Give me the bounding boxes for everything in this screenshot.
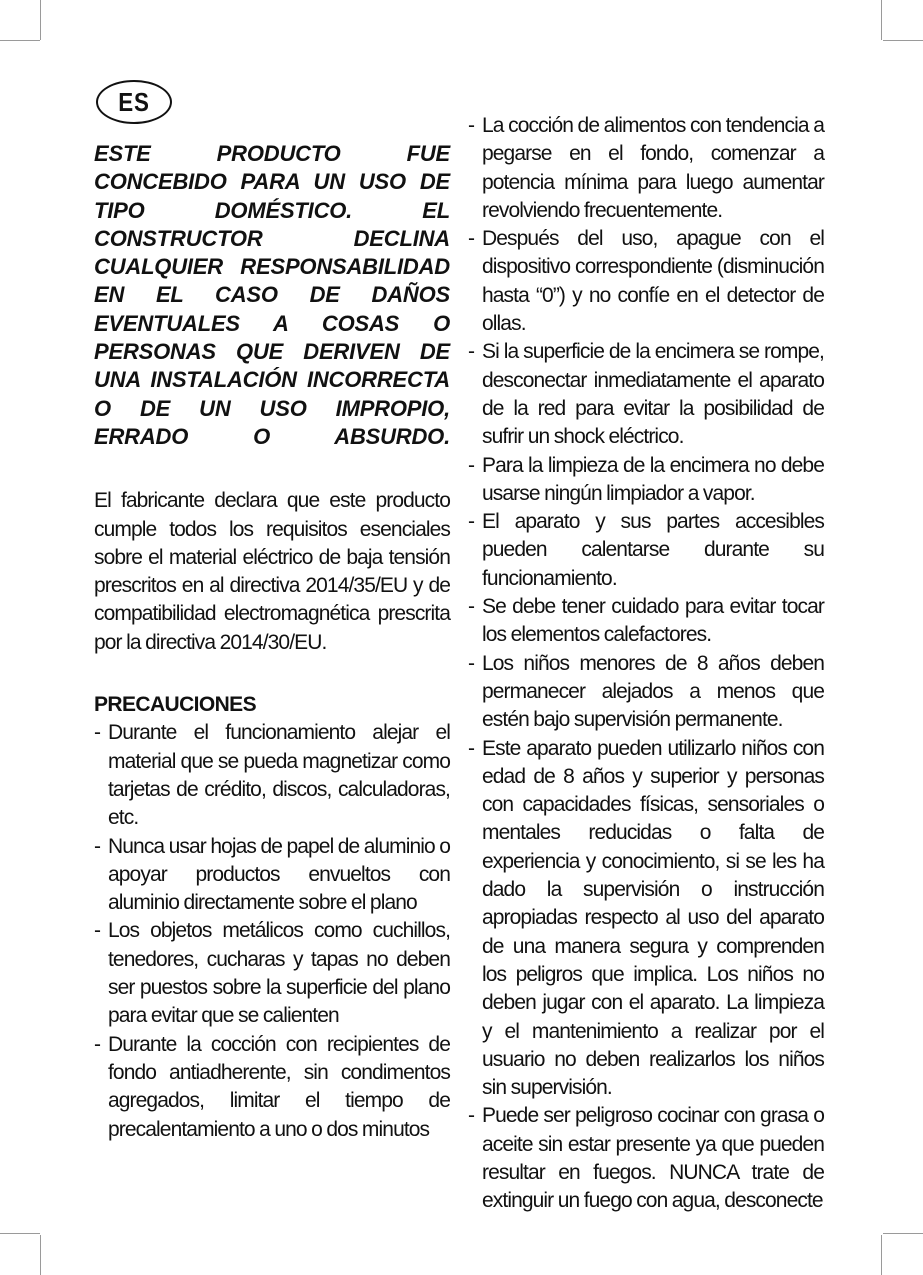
list-item: - Si la superficie de la encimera se rompe, desconectar inmediatamente el aparato de la red para evitar la posibilidad de sufrir un shock eléctrico. [468, 338, 824, 451]
list-item: - Nunca usar hojas de papel de aluminio o apoyar productos envueltos con aluminio directamente sobre el plano [94, 833, 450, 918]
list-item: - Para la limpieza de la encimera no debe usarse ningún limpiador a vapor. [468, 452, 824, 509]
liability-warning: ESTE PRODUCTO FUE CONCEBIDO PARA UN USO DE TIPO DOMÉSTICO. EL CONSTRUCTOR DECLINA CUALQUIER RESPONSABILIDAD EN EL CASO DE DAÑOS EVENTUALES A COSAS O PERSONAS QUE DERIVEN DE UNA INSTALACIÓN INCORRECTA O DE UN USO IMPROPIO, ERRADO O ABSURDO. [94, 141, 450, 449]
crop-mark-bottom-left-h [0, 1233, 40, 1234]
precautions-list-right [468, 112, 824, 1216]
list-item: - Se debe tener cuidado para evitar tocar los elementos calefactores. [468, 593, 824, 650]
crop-mark-top-left-h [0, 40, 40, 41]
list-item: - Puede ser peligroso cocinar con grasa o aceite sin estar presente ya que pueden resultar en fuegos. NUNCA trate de extinguir un fuego con agua, desconecte [468, 1102, 824, 1215]
conformity-declaration: El fabricante declara que este producto cumple todos los requisitos esenciales sobre el material eléctrico de baja tensión prescritos en al directiva 2014/35/EU y de compatibilidad electromagnética prescrita por la directiva 2014/30/EU. [94, 489, 450, 654]
list-item: - Durante el funcionamiento alejar el material que se pueda magnetizar como tarjetas de crédito, discos, calculadoras, etc. [94, 719, 450, 832]
crop-mark-top-right-h [883, 40, 923, 41]
right-column [468, 112, 824, 1216]
language-badge [96, 80, 172, 124]
list-item: - Este aparato pueden utilizarlo niños con edad de 8 años y superior y personas con capacidades físicas, sensoriales o mentales reducidas o falta de experiencia y conocimiento, si se les ha dado la supervisión o instrucción apropiadas respecto al uso del aparato de una manera segura y comprenden los peligros que implica. Los niños no deben jugar con el aparato. La limpieza y el mantenimiento a realizar por el usuario no deben realizarlos los niños sin supervisión. [468, 735, 824, 1103]
list-item: - Los niños menores de 8 años deben permanecer alejados a menos que estén bajo supervisión permanente. [468, 650, 824, 735]
language-badge-label: ES [118, 87, 150, 117]
crop-mark-bottom-right-h [883, 1233, 923, 1234]
crop-mark-bottom-left [40, 1235, 41, 1275]
crop-mark-top-right [881, 0, 882, 40]
precautions-heading: PRECAUCIONES [94, 693, 256, 717]
list-item: - La cocción de alimentos con tendencia a pegarse en el fondo, comenzar a potencia mínima para luego aumentar revolviendo frecuentemente. [468, 112, 824, 225]
list-item: - Los objetos metálicos como cuchillos, tenedores, cucharas y tapas no deben ser puestos sobre la superficie del plano para evitar que se calienten [94, 917, 450, 1030]
list-item: - Durante la cocción con recipientes de fondo antiadherente, sin condimentos agregados, limitar el tiempo de precalentamiento a uno o dos minutos [94, 1031, 450, 1144]
list-item: - El aparato y sus partes accesibles pueden calentarse durante su funcionamiento. [468, 508, 824, 593]
crop-mark-top-left [40, 0, 41, 40]
list-item: - Después del uso, apague con el dispositivo correspondiente (disminución hasta “0”) y no confíe en el detector de ollas. [468, 225, 824, 338]
precautions-list-left [94, 719, 450, 1143]
left-column [94, 140, 450, 1144]
crop-mark-bottom-right [881, 1235, 882, 1275]
